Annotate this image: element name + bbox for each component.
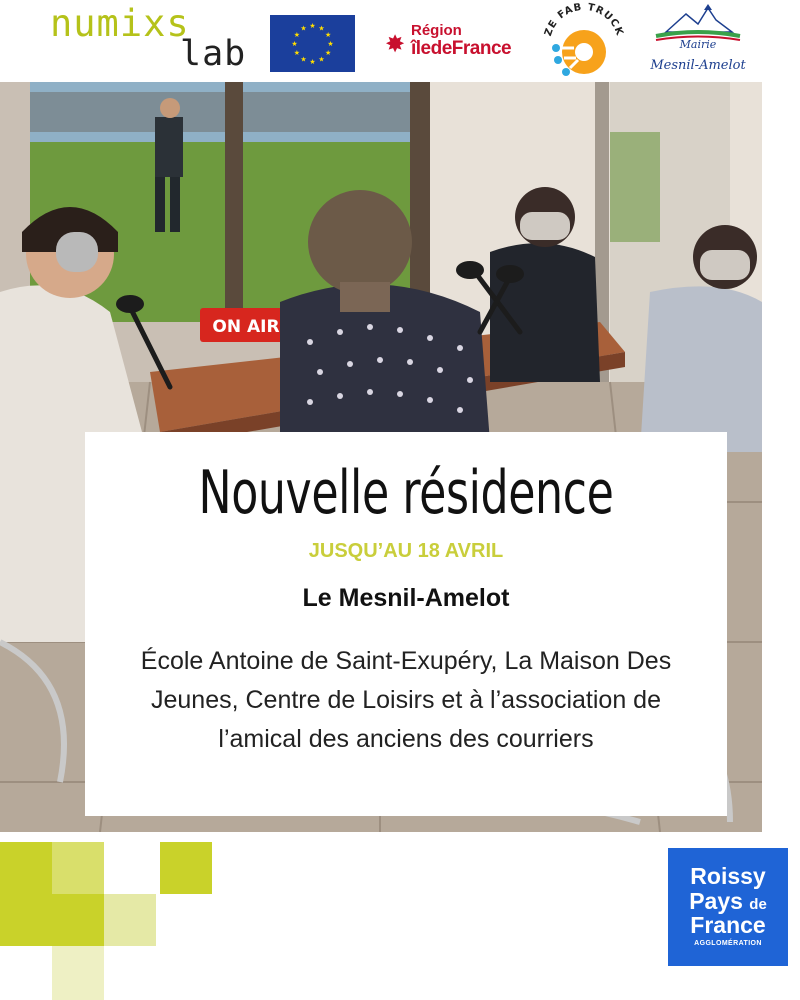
eu-star-icon: ★ — [324, 31, 332, 39]
numixs-lab-logo — [50, 4, 255, 76]
logo-header — [0, 0, 800, 82]
event-date: JUSQU’AU 18 AVRIL — [308, 540, 504, 562]
eu-star-icon: ★ — [291, 40, 298, 48]
decor-square — [52, 894, 104, 946]
eu-star-icon: ★ — [318, 55, 325, 64]
roissy-logo-line4: AGGLOMÉRATION — [694, 940, 762, 947]
description-line: École Antoine de Saint-Exupéry, La Maison Des — [140, 647, 672, 675]
decor-square — [160, 842, 212, 894]
fab-truck-text: ZE FAB TRUCK — [543, 2, 625, 38]
on-air-sign-text: ON AIR — [212, 317, 280, 337]
mairie-logo-line2: Mesnil-Amelot — [650, 58, 746, 73]
eu-star-icon: ★ — [309, 22, 316, 30]
eu-star-icon: ★ — [309, 58, 316, 66]
eu-star-icon: ★ — [318, 24, 325, 33]
description-line: Jeunes, Centre de Loisirs et à l’association de — [150, 686, 661, 714]
ze-fab-truck-logo — [540, 2, 628, 82]
region-star-icon: ✸ — [385, 30, 406, 58]
region-logo-line2: îledeFrance — [411, 38, 512, 59]
decor-square — [104, 894, 156, 946]
eu-flag-icon — [270, 15, 355, 72]
mairie-logo-line1: Mairie — [679, 38, 717, 51]
description-line: l’amical des anciens des courriers — [218, 725, 594, 753]
numixs-logo-line1: numixs — [50, 2, 190, 45]
roissy-logo-pays: Pays — [689, 888, 743, 914]
eu-star-icon: ★ — [293, 49, 301, 57]
roissy-logo-de: de — [749, 896, 767, 913]
eu-star-icon: ★ — [300, 55, 307, 64]
decor-square — [0, 842, 52, 894]
roissy-logo-line1: Roissy — [690, 863, 766, 889]
eu-star-icon: ★ — [327, 40, 334, 48]
roissy-pays-de-france-logo — [668, 848, 788, 966]
decor-square — [52, 946, 104, 1000]
mairie-landscape-icon — [646, 2, 750, 42]
mairie-mesnil-amelot-logo — [646, 2, 750, 80]
region-ile-de-france-logo — [385, 22, 525, 66]
decor-square — [0, 894, 52, 946]
event-location: Le Mesnil-Amelot — [302, 584, 510, 612]
eu-star-icon: ★ — [300, 24, 307, 33]
eu-star-icon: ★ — [293, 31, 301, 39]
roissy-logo-line3: France — [690, 912, 766, 938]
eu-star-icon: ★ — [324, 49, 332, 57]
numixs-logo-line2: lab — [180, 34, 247, 74]
region-logo-line1: Région — [411, 22, 462, 39]
event-description — [105, 642, 707, 759]
decor-square — [52, 842, 104, 894]
event-info-card — [85, 432, 727, 816]
event-title: Nouvelle résidence — [198, 458, 614, 528]
